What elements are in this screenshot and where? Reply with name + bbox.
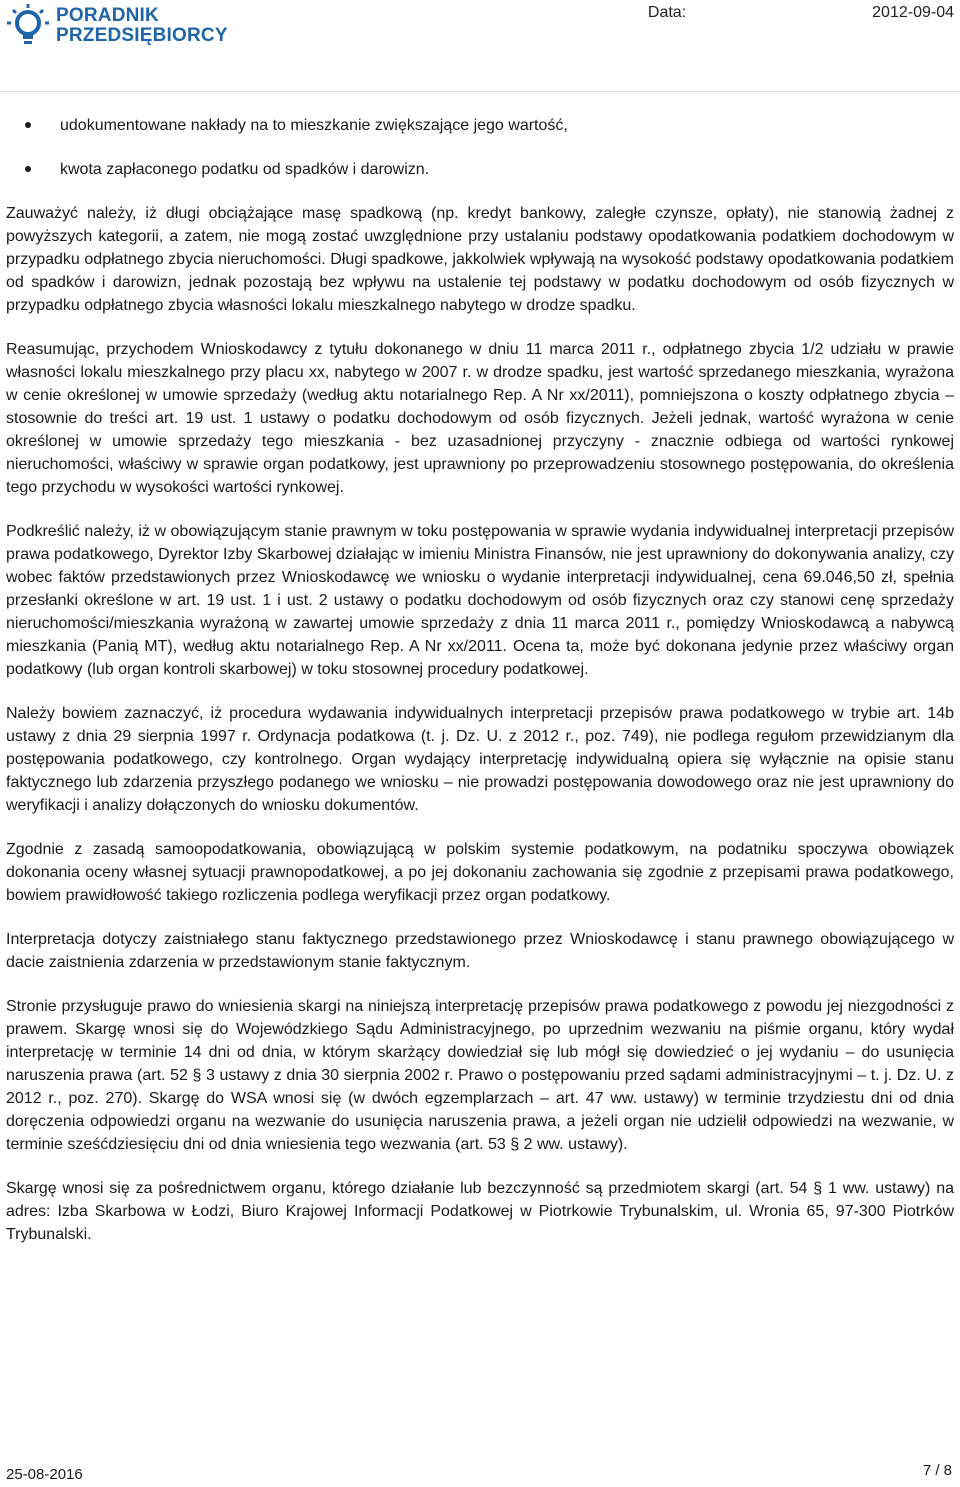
lightbulb-icon [6,3,50,49]
bullet-list [6,114,954,181]
page-footer [0,1462,960,1487]
logo-text [56,6,228,46]
paragraph: Podkreślić należy, iż w obowiązującym stanie prawnym w toku postępowania w sprawie wydania indywidualnej interpretacji przepisów prawa podatkowego, Dyrektor Izby Skarbowej działając w imieniu Ministra Finansów, nie jest uprawniony do dokonywania analizy, czy wobec faktów przedstawionych przez Wnioskodawcę we wniosku o wydanie interpretacji indywidualnej, cena 69.046,50 zł, spełnia przesłanki określone w art. 19 ust. 1 i ust. 2 ustawy o podatku dochodowym od osób fizycznych oraz czy stanowi cenę sprzedaży nieruchomości/mieszkania wyrażoną w zawartej umowie sprzedaży z dnia 11 marca 2011 r., pomiędzy Wnioskodawcą a nabywcą mieszkania (Panią MT), według aktu notarialnego Rep. A Nr xx/2011. Ocena ta, może być dokonana jedynie przez właściwy organ podatkowy (lub organ kontroli skarbowej) w toku stosownej procedury podatkowej. [6,523,954,678]
paragraph: Stronie przysługuje prawo do wniesienia skargi na niniejszą interpretację przepisów prawa podatkowego z powodu jej niezgodności z prawem. Skargę wnosi się do Wojewódzkiego Sądu Administracyjnego, po uprzednim wezwaniu na piśmie organu, który wydał interpretację w terminie 14 dni od dnia, w którym skarżący dowiedział się lub mógł się dowiedzieć o jej wydaniu – do usunięcia naruszenia prawa (art. 52 § 3 ustawy z dnia 30 sierpnia 2002 r. Prawo o postępowaniu przed sądami administracyjnymi – t. j. Dz. U. z 2012 r., poz. 270). Skargę do WSA wnosi się (w dwóch egzemplarzach – art. 47 ww. ustawy) w terminie trzydziestu dni od dnia doręczenia odpowiedzi organu na wezwanie do usunięcia naruszenia prawa, a jeżeli organ nie udzielił odpowiedzi na wezwanie, w terminie sześćdziesięciu dni od dnia wniesienia tego wezwania (art. 53 § 2 ww. ustawy). [6,998,954,1153]
date-label: Data: [647,4,687,21]
paragraph: Zauważyć należy, iż długi obciążające masę spadkową (np. kredyt bankowy, zaległe czynsze, opłaty), nie stanowią żadnej z powyższych kategorii, a zatem, nie mogą zostać uwzględnione przy ustalaniu podstawy opodatkowania podatkiem dochodowym w przypadku odpłatnego zbycia nieruchomości. Długi spadkowe, jakkolwiek wpływają na wysokość podstawy opodatkowania podatkiem od spadków i darowizn, jednak pozostają bez wpływu na ustalenie tej podstawy w podatku dochodowym od osób fizycznych w przypadku odpłatnego zbycia własności lokalu mieszkalnego nabytego w drodze spadku. [6,205,954,314]
logo-line1: PORADNIK [56,5,159,26]
paragraph: Należy bowiem zaznaczyć, iż procedura wydawania indywidualnych interpretacji przepisów prawa podatkowego w trybie art. 14b ustawy z dnia 29 sierpnia 1997 r. Ordynacja podatkowa (t. j. Dz. U. z 2012 r., poz. 749), nie podlega regułom przewidzianym dla postępowania podatkowego, czy kontrolnego. Organ wydający interpretację indywidualną opiera się wyłącznie na opisie stanu faktycznego lub zdarzenia przyszłego podanego we wniosku – nie prowadzi postępowania dowodowego oraz nie jest uprawniony do weryfikacji i analizy dołączonych do wniosku dokumentów. [6,705,954,814]
header-divider [0,91,960,92]
paragraph: Interpretacja dotyczy zaistniałego stanu faktycznego przedstawionego przez Wnioskodawcę i stanu prawnego obowiązującego w dacie zaistnienia zdarzenia w przedstawionym stanie faktycznym. [6,931,954,971]
page-header [0,0,960,92]
paragraph: Reasumując, przychodem Wnioskodawcy z tytułu dokonanego w dniu 11 marca 2011 r., odpłatnego zbycia 1/2 udziału w prawie własności lokalu mieszkalnego przy placu xx, nabytego w 2007 r. w drodze spadku, jest wartość sprzedanego mieszkania, wyrażona w cenie określonej w umowie sprzedaży (według aktu notarialnego Rep. A Nr xx/2011), pomniejszona o koszty odpłatnego zbycia – stosownie do treści art. 19 ust. 1 ustawy o podatku dochodowym od osób fizycznych. Jeżeli jednak, wartość wyrażona w cenie określonej w umowie sprzedaży tego mieszkania - bez uzasadnionej przyczyny - znacznie odbiega od wartości rynkowej nieruchomości, właściwy w sprawie organ podatkowy, jest uprawniony po przeprowadzeniu stosownego postępowania, do określenia tego przychodu w wysokości wartości rynkowej. [6,341,954,496]
paragraph: Skargę wnosi się za pośrednictwem organu, którego działanie lub bezczynność są przedmiotem skargi (art. 54 § 1 ww. ustawy) na adres: Izba Skarbowa w Łodzi, Biuro Krajowej Informacji Podatkowej w Piotrkowie Trybunalskim, ul. Wronia 65, 97-300 Piotrków Trybunalski. [6,1180,954,1243]
list-item: udokumentowane nakłady na to mieszkanie zwiększające jego wartość, [6,114,954,137]
document-body [6,114,954,1267]
paragraph: Zgodnie z zasadą samoopodatkowania, obowiązującą w polskim systemie podatkowym, na podatniku spoczywa obowiązek dokonania oceny własnej sytuacji prawnopodatkowej, a po jej dokonaniu zachowania się zgodnie z przepisami prawa podatkowego, bowiem prawidłowość takiego rozliczenia podlega weryfikacji przez organ podatkowy. [6,841,954,904]
list-item: kwota zapłaconego podatku od spadków i darowizn. [6,158,954,181]
logo-line2: PRZEDSIĘBIORCY [56,25,228,46]
header-date [648,4,954,22]
logo[interactable] [6,3,228,49]
footer-date: 25-08-2016 [6,1466,83,1483]
date-value: 2012-09-04 [872,4,954,21]
page-number: 7 / 8 [922,1462,952,1479]
